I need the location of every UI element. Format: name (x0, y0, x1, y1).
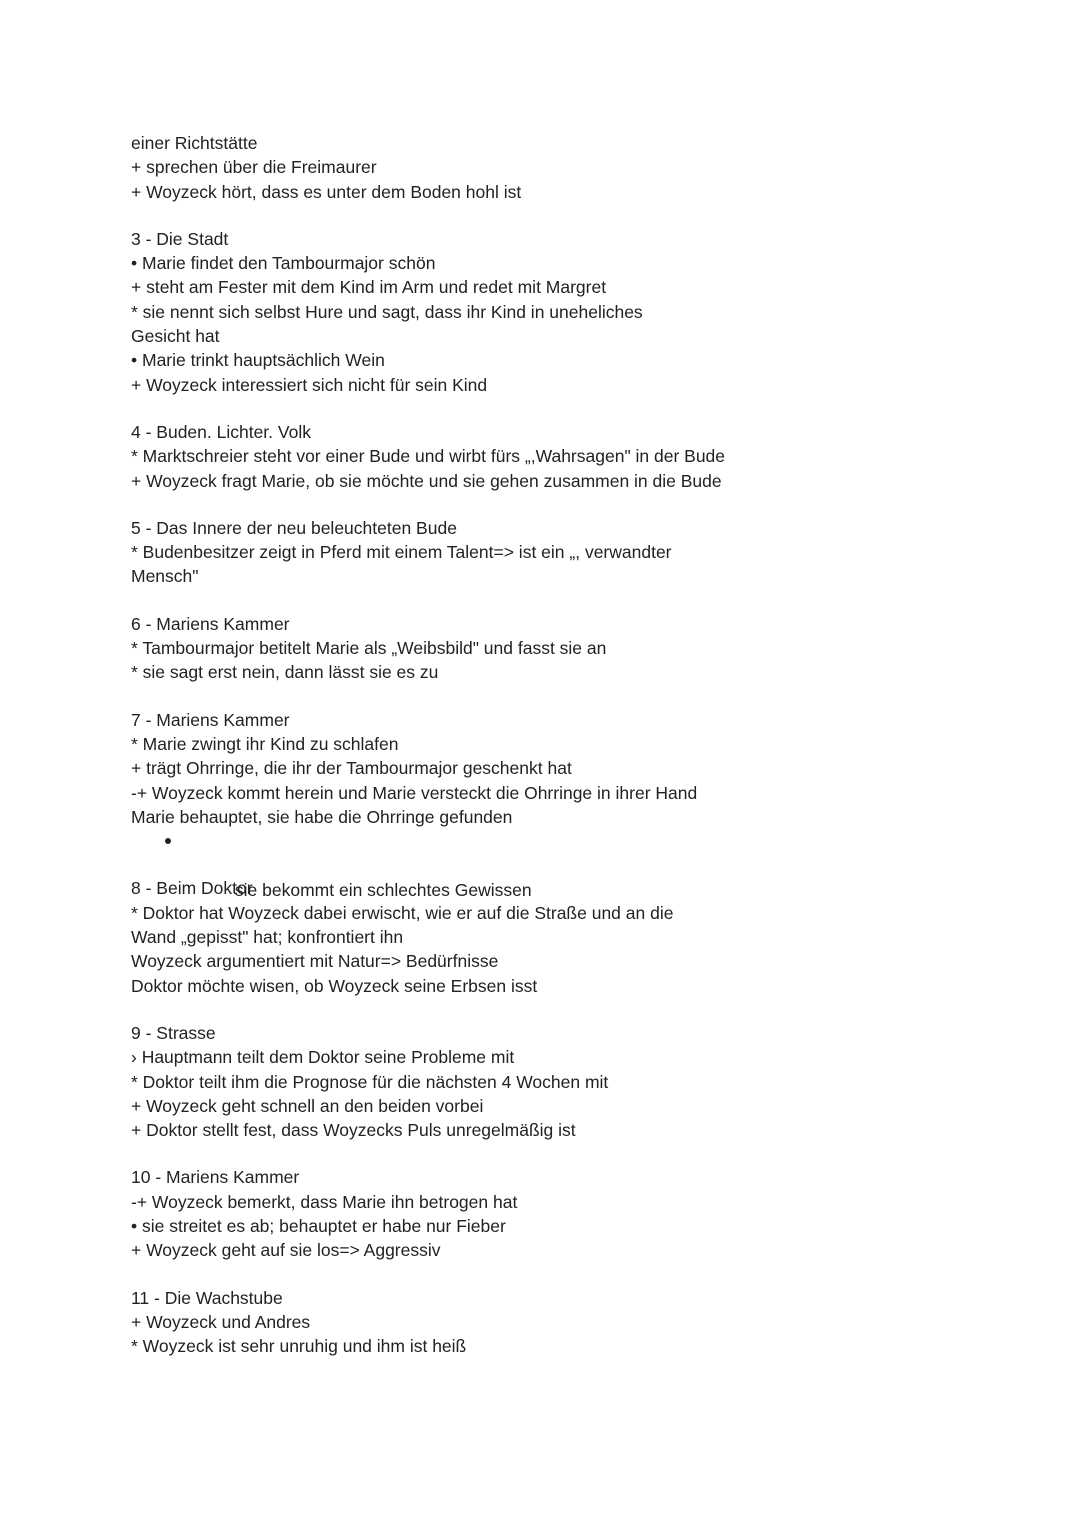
scene-5-block (131, 516, 931, 589)
scene-note: Mensch" (131, 566, 199, 587)
scene-heading: 11 - Die Wachstube (131, 1287, 283, 1308)
section-gap (131, 589, 931, 612)
scene-note: -+ Woyzeck kommt herein und Marie versteckt die Ohrringe in ihrer Hand (131, 782, 698, 803)
scene-11-block (131, 1286, 931, 1359)
scene-9-block (131, 1021, 931, 1142)
scene-note: + Woyzeck fragt Marie, ob sie möchte und sie gehen zusammen in die Bude (131, 470, 722, 491)
scene-note: * Marie zwingt ihr Kind zu schlafen (131, 733, 399, 754)
scene-note: + Woyzeck geht schnell an den beiden vorbei (131, 1095, 484, 1116)
section-gap (131, 685, 931, 708)
scene-4-block (131, 420, 931, 493)
scene-heading: 3 - Die Stadt (131, 228, 229, 249)
intro-block (131, 131, 931, 204)
scene-heading: 7 - Mariens Kammer (131, 709, 290, 730)
scene-heading: 9 - Strasse (131, 1022, 216, 1043)
section-gap (131, 853, 931, 876)
scene-heading: 10 - Mariens Kammer (131, 1167, 300, 1188)
scene-note: • Marie trinkt hauptsächlich Wein (131, 350, 385, 371)
scene-note: * Doktor hat Woyzeck dabei erwischt, wie er auf die Straße und an die (131, 902, 674, 923)
intro-line: + Woyzeck hört, dass es unter dem Boden hohl ist (131, 181, 522, 202)
scene-note: • Marie findet den Tambourmajor schön (131, 253, 436, 274)
scene-note: + Woyzeck interessiert sich nicht für sein Kind (131, 374, 488, 395)
scene-note: * sie nennt sich selbst Hure und sagt, dass ihr Kind in uneheliches (131, 301, 643, 322)
scene-heading: 5 - Das Innere der neu beleuchteten Bude (131, 517, 457, 538)
scene-note: + Doktor stellt fest, dass Woyzecks Puls unregelmäßig ist (131, 1120, 576, 1141)
section-gap (131, 998, 931, 1021)
scene-heading: 6 - Mariens Kammer (131, 613, 290, 634)
section-gap (131, 1263, 931, 1286)
scene-note: + Woyzeck und Andres (131, 1311, 311, 1332)
scene-note: + Woyzeck geht auf sie los=> Aggressiv (131, 1240, 441, 1261)
scene-note: Marie behauptet, sie habe die Ohrringe gefunden (131, 806, 513, 827)
scene-note: Gesicht hat (131, 326, 220, 347)
section-gap (131, 1142, 931, 1165)
section-gap (131, 493, 931, 516)
scene-note: Wand „gepisst" hat; konfrontiert ihn (131, 927, 404, 948)
scene-note: + steht am Fester mit dem Kind im Arm und redet mit Margret (131, 277, 607, 298)
scene-note: + trägt Ohrringe, die ihr der Tambourmajor geschenkt hat (131, 758, 572, 779)
intro-line: + sprechen über die Freimaurer (131, 157, 377, 178)
scene-note: Woyzeck argumentiert mit Natur=> Bedürfnisse (131, 951, 499, 972)
scene-note: › Hauptmann teilt dem Doktor seine Probleme mit (131, 1047, 515, 1068)
intro-line: einer Richtstätte (131, 133, 258, 153)
bulleted-note-text: sie bekommt ein schlechtes Gewissen (234, 879, 532, 900)
scene-10-block (131, 1165, 931, 1262)
scene-note: * Woyzeck ist sehr unruhig und ihm ist heiß (131, 1336, 467, 1357)
scene-note: Doktor möchte wisen, ob Woyzeck seine Erbsen isst (131, 975, 538, 996)
scene-note: * Tambourmajor betitelt Marie als „Weibsbild" und fasst sie an (131, 638, 607, 659)
scene-note: * Marktschreier steht vor einer Bude und wirbt fürs „,Wahrsagen" in der Bude (131, 446, 726, 467)
scene-note: * Budenbesitzer zeigt in Pferd mit einem Talent=> ist ein „, verwandter (131, 542, 672, 563)
scene-heading: 8 - Beim Doktor (131, 878, 253, 899)
scene-heading: 4 - Buden. Lichter. Volk (131, 421, 311, 442)
scene-6-block (131, 612, 931, 685)
section-gap (131, 397, 931, 420)
scene-note: * sie sagt erst nein, dann lässt sie es zu (131, 662, 439, 683)
bullet-dot-icon (165, 838, 171, 844)
scene-3-block (131, 227, 931, 397)
notes-content (131, 131, 931, 1358)
scene-note: • sie streitet es ab; behauptet er habe nur Fieber (131, 1215, 506, 1236)
scene-note: * Doktor teilt ihm die Prognose für die nächsten 4 Wochen mit (131, 1071, 609, 1092)
section-gap (131, 204, 931, 227)
scene-note: -+ Woyzeck bemerkt, dass Marie ihn betrogen hat (131, 1191, 518, 1212)
